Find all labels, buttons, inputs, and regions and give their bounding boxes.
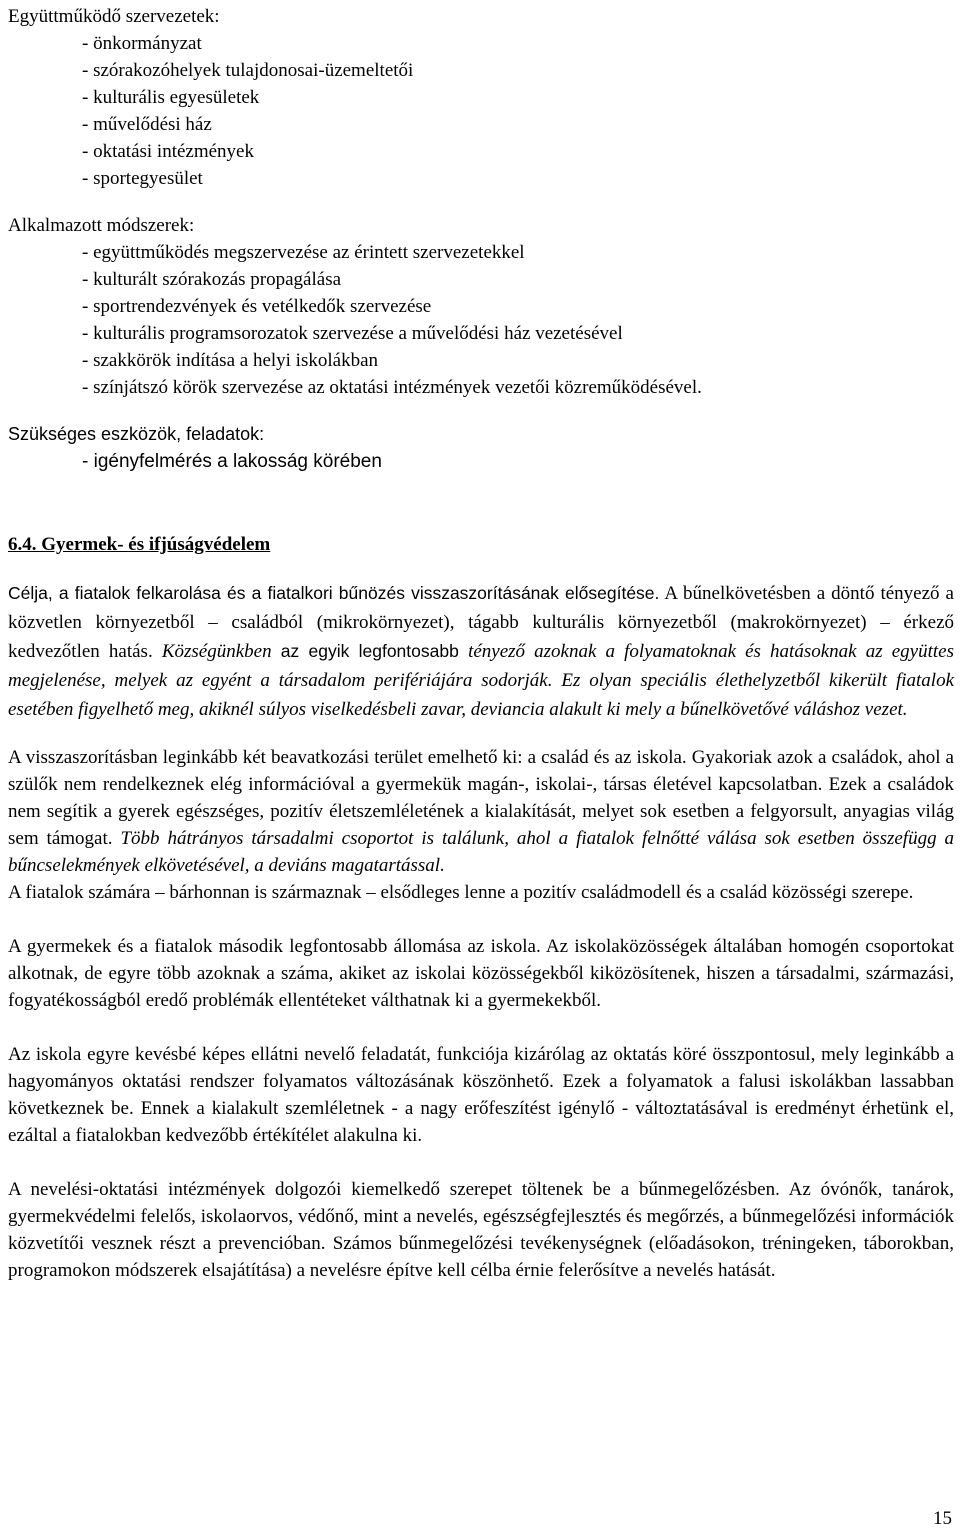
methods-list xyxy=(8,239,954,401)
paragraph-text: Az iskola egyre kevésbé képes ellátni nevelő feladatát, funkciója kizárólag az oktatás köré összpontosul, mely leginkább a hagyományos oktatási rendszer folyamatos változásának köszönhető. Ezek a folyamatok a falusi iskolákban lassabban következnek be. Ennek a kialakult szemléletnek - a nagy erőfeszítést igénylő - változtatásával is eredményt érhetünk el, ezáltal a fiatalokban kedvezőbb értékítélet alakulna ki. xyxy=(8,1044,954,1146)
paragraph-text: tényező azoknak a folyamatoknak és hatásoknak az együttes megjelenése, melyek az egyént a társadalom perifériájára sodorják. xyxy=(8,641,954,691)
partners-heading: Együttműködő szervezetek: xyxy=(8,6,220,27)
tools-heading: Szükséges eszközök, feladatok: xyxy=(8,424,265,444)
paragraph-institutions xyxy=(8,1176,954,1284)
paragraph-text: Községünkben xyxy=(161,641,272,662)
document-page xyxy=(8,0,954,1284)
list-item: - önkormányzat xyxy=(82,33,202,54)
paragraph-text: Ez olyan speciális élethelyzetből kikerült fiatalok esetében figyelhető meg, akiknél súlyos viselkedésbeli zavar, deviancia alakult ki mely a bűnelkövetővé váláshoz vezet. xyxy=(8,670,955,720)
paragraph-text: A fiatalok számára – bárhonnan is származnak – elsődleges lenne a pozitív családmodell és a család közösségi szerepe. xyxy=(8,882,914,903)
spacer xyxy=(8,558,954,579)
tools-list xyxy=(8,448,954,475)
list-item: - együttműködés megszervezése az érintett szervezetekkel xyxy=(82,242,525,263)
list-item: - szakkörök indítása a helyi iskolákban xyxy=(82,350,379,371)
list-item: - művelődési ház xyxy=(82,114,212,135)
paragraph-family-model xyxy=(8,879,954,906)
paragraph-text: Több hátrányos társadalmi csoportot is találunk, ahol a fiatalok felnőtté válása sok esetben összefügg a bűncselekmények elkövetésével, a deviáns magatartással. xyxy=(8,828,954,876)
spacer xyxy=(8,401,954,421)
page-number: 15 xyxy=(933,1508,952,1529)
list-item: - kulturális egyesületek xyxy=(82,87,260,108)
paragraph-school-role xyxy=(8,1041,954,1149)
paragraph-goal xyxy=(8,579,954,724)
spacer xyxy=(8,192,954,212)
partners-block xyxy=(8,3,954,192)
tools-block xyxy=(8,421,954,475)
spacer xyxy=(8,1014,954,1041)
list-item: - sportrendezvények és vetélkedők szervezése xyxy=(82,296,432,317)
spacer xyxy=(8,906,954,933)
paragraph-school xyxy=(8,933,954,1014)
paragraph-text: az egyik legfontosabb xyxy=(271,641,469,661)
list-item: - szórakozóhelyek tulajdonosai-üzemeltetői xyxy=(82,60,414,81)
paragraph-text: A gyermekek és a fiatalok második legfontosabb állomása az iskola. Az iskolaközösségek általában homogén csoportokat alkotnak, de egyre több azoknak a száma, akiket az iskolai közösségekből kiközösítenek, hiszen a társadalmi, származási, fogyatékosságból eredő problémák ellentéteket válthatnak ki a gyermekekből. xyxy=(8,936,954,1011)
paragraph-intervention xyxy=(8,744,954,879)
paragraph-text: A bűnelkövetésben a döntő tényező a közvetlen környezetből – családból (mikrokörnyezet), tágabb kulturális környezetből (makrokörnyezet) – érkező kedvezőtlen hatás. xyxy=(8,583,954,662)
paragraph-text: A visszaszorításban leginkább két beavatkozási terület emelhető ki: a család és az iskola. Gyakoriak azok a családok, ahol a szülők nem rendelkeznek elég információval a gyermekük magán-, iskolai-, társas életével kapcsolatban. Ezek a családok nem segítik a gyerek egészséges, pozitív életszemléletének a kialakítását, melyet sok esetben a felgyorsult, anyagias világ sem támogat. xyxy=(8,747,954,849)
partners-list xyxy=(8,30,954,192)
section-title: 6.4. Gyermek- és ifjúságvédelem xyxy=(8,534,271,555)
spacer xyxy=(8,475,954,531)
list-item: - kulturált szórakozás propagálása xyxy=(82,269,342,290)
methods-block xyxy=(8,212,954,401)
list-item: - igényfelmérés a lakosság körében xyxy=(82,451,382,472)
paragraph-text: A nevelési-oktatási intézmények dolgozói kiemelkedő szerepet töltenek be a bűnmegelőzésben. Az óvónők, tanárok, gyermekvédelmi felelős, iskolaorvos, védőnő, mint a nevelés, egészségfejlesztés és megőrzés, a bűnmegelőzési információk közvetítői vesznek részt a prevencióban. Számos bűnmegelőzési tevékenységnek (előadásokon, tréningeken, táborokban, programokon módszerek elsajátítása) a nevelésre építve kell célba érnie felerősítve a nevelés hatását. xyxy=(8,1179,954,1281)
list-item: - sportegyesület xyxy=(82,168,203,189)
spacer xyxy=(8,724,954,744)
list-item: - kulturális programsorozatok szervezése a művelődési ház vezetésével xyxy=(82,323,623,344)
list-item: - oktatási intézmények xyxy=(82,141,254,162)
spacer xyxy=(8,1149,954,1176)
list-item: - színjátszó körök szervezése az oktatási intézmények vezetői közreműködésével. xyxy=(82,377,702,398)
methods-heading: Alkalmazott módszerek: xyxy=(8,215,195,236)
paragraph-text: Célja, a fiatalok felkarolása és a fiatalkori bűnözés visszaszorításának elősegítése. xyxy=(8,583,660,603)
